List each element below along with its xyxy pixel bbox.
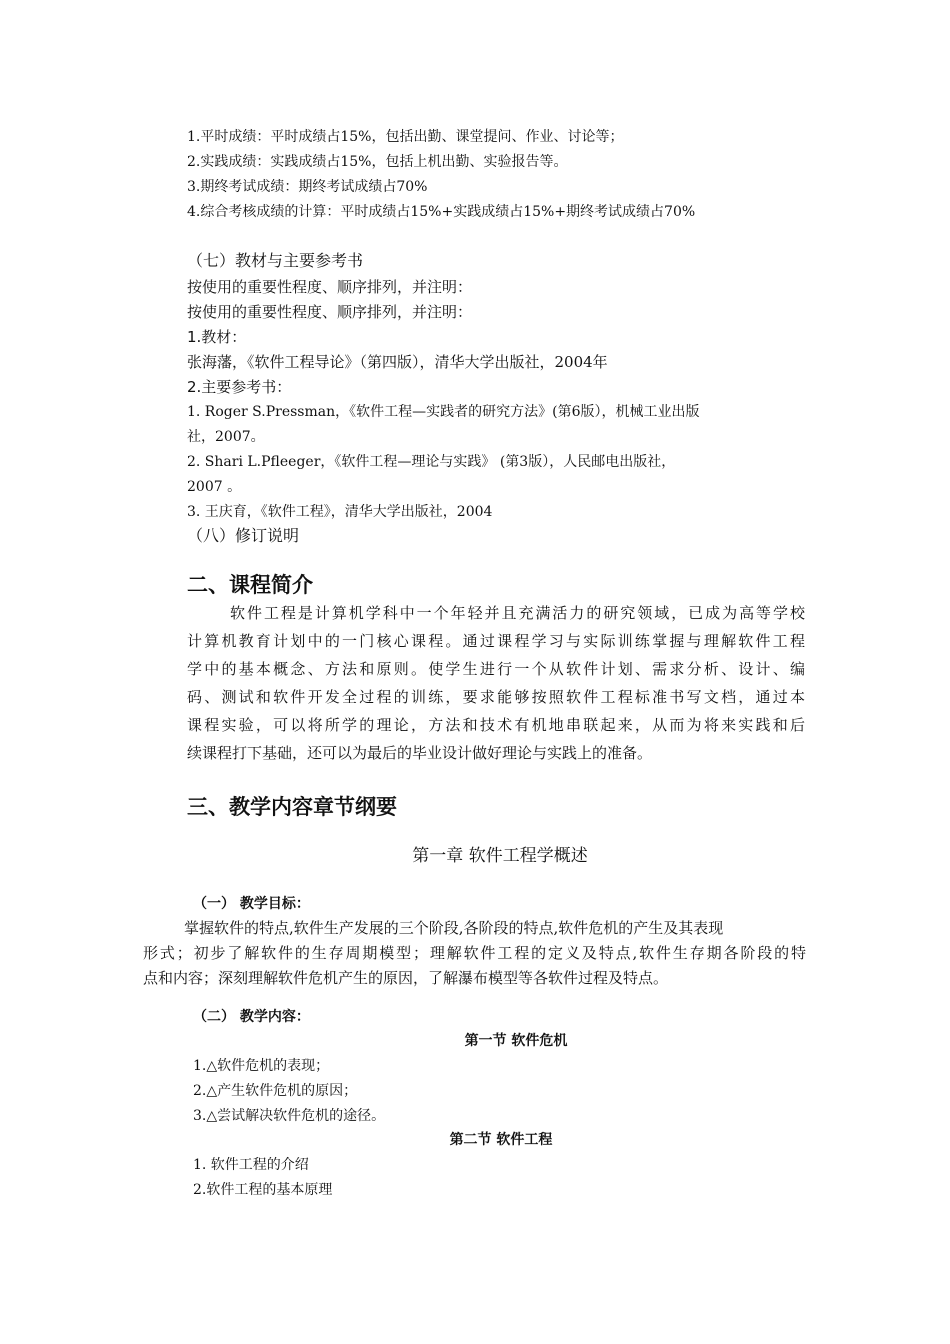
intro-paragraph-line: 码、测试和软件开发全过程的训练，要求能够按照软件工程标准书写文档，通过本 <box>187 688 805 706</box>
grading-item: 3.期终考试成绩：期终考试成绩占70% <box>187 179 428 195</box>
section-item: 2.软件工程的基本原理 <box>193 1182 333 1198</box>
textbook-label: 1.教材： <box>187 328 247 346</box>
intro-paragraph-line: 课程实验，可以将所学的理论，方法和技术有机地串联起来，从而为将来实践和后 <box>187 716 805 734</box>
goals-line: 掌握软件的特点,软件生产发展的三个阶段,各阶段的特点,软件危机的产生及其表现 <box>184 919 724 937</box>
reference-entry: 2. Shari L.Pfleeger，《软件工程—理论与实践》 (第3版），人民邮电出版社， <box>187 454 676 470</box>
goals-line: 形式；初步了解软件的生存周期模型；理解软件工程的定义及特点,软件生存期各阶段的特 <box>143 944 806 962</box>
intro-paragraph-line: 学中的基本概念、方法和原则。使学生进行一个从软件计划、需求分析、设计、编 <box>187 660 805 678</box>
grading-item: 2.实践成绩：实践成绩占15%，包括上机出勤、实验报告等。 <box>187 154 568 170</box>
reference-entry: 3. 王庆育，《软件工程》，清华大学出版社，2004 <box>187 504 493 520</box>
section-item: 1.△软件危机的表现； <box>193 1058 330 1074</box>
textbooks-note: 按使用的重要性程度、顺序排列，并注明： <box>187 303 473 321</box>
intro-paragraph-line: 计算机教育计划中的一门核心课程。通过课程学习与实际训练掌握与理解软件工程 <box>187 632 805 650</box>
intro-heading: 二、课程简介 <box>187 573 313 597</box>
textbooks-note: 按使用的重要性程度、顺序排列，并注明： <box>187 278 473 296</box>
section-title: 第二节 软件工程 <box>449 1132 553 1148</box>
content-heading: （二） 教学内容： <box>193 1009 310 1025</box>
chapter-title: 第一章 软件工程学概述 <box>412 846 588 866</box>
revision-heading: （八）修订说明 <box>187 526 300 545</box>
textbook-entry: 张海藩，《软件工程导论》（第四版），清华大学出版社，2004年 <box>187 353 608 371</box>
section-title: 第一节 软件危机 <box>464 1033 568 1049</box>
section-item: 2.△产生软件危机的原因； <box>193 1083 358 1099</box>
outline-heading: 三、教学内容章节纲要 <box>187 795 397 819</box>
reference-entry-cont: 2007 。 <box>187 479 242 495</box>
grading-item: 1.平时成绩：平时成绩占15%，包括出勤、课堂提问、作业、讨论等； <box>187 129 624 145</box>
textbooks-heading: （七）教材与主要参考书 <box>187 251 364 270</box>
goals-line: 点和内容；深刻理解软件危机产生的原因，了解瀑布模型等各软件过程及特点。 <box>143 969 669 987</box>
section-item: 1. 软件工程的介绍 <box>193 1157 309 1173</box>
section-item: 3.△尝试解决软件危机的途径。 <box>193 1108 386 1124</box>
reference-entry: 1. Roger S.Pressman，《软件工程—实践者的研究方法》(第6版），机械工业出版 <box>187 404 700 420</box>
grading-item: 4.综合考核成绩的计算：平时成绩占15%+实践成绩占15%+期终考试成绩占70% <box>187 204 696 220</box>
intro-paragraph-line: 软件工程是计算机学科中一个年轻并且充满活力的研究领域，已成为高等学校 <box>230 604 805 622</box>
references-label: 2.主要参考书： <box>187 378 292 396</box>
reference-entry-cont: 社，2007。 <box>187 429 265 445</box>
goals-heading: （一） 教学目标： <box>193 896 310 912</box>
intro-paragraph-line: 续课程打下基础，还可以为最后的毕业设计做好理论与实践上的准备。 <box>187 744 653 762</box>
